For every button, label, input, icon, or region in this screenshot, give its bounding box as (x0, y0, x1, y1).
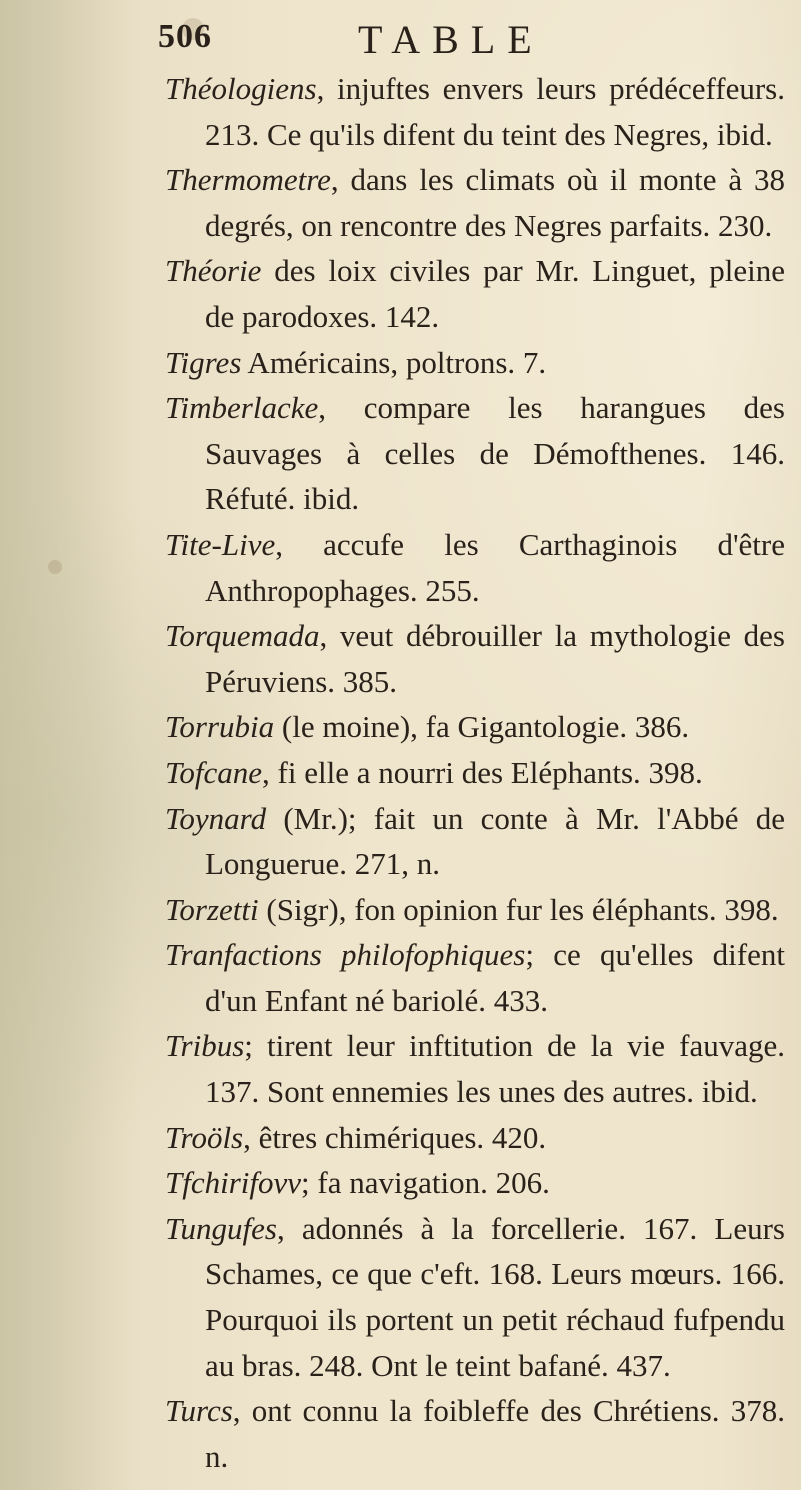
entry-text: , fi elle a nourri des Eléphants. 398. (262, 754, 703, 790)
index-entry (165, 796, 785, 887)
entry-text: (Sigr), fon opinion fur les éléphants. 398. (258, 891, 779, 927)
entry-text: ; ce qu'elles difent d'un Enfant né bariolé. 433. (205, 937, 785, 1018)
entry-text: Américains, poltrons. 7. (241, 344, 547, 380)
entry-headword: Tribus (165, 1028, 245, 1064)
index-entry (165, 1388, 785, 1479)
entry-headword: Thermometre (165, 162, 331, 198)
index-entry (165, 157, 785, 248)
entry-headword: Turcs (165, 1393, 233, 1429)
entry-text: , ont connu la foibleffe des Chrétiens. 378. n. (205, 1393, 785, 1474)
entry-text: , accufe les Carthaginois d'être Anthropophages. 255. (205, 526, 785, 608)
index-entry (165, 704, 785, 750)
entry-headword: Tigres (165, 344, 242, 380)
entry-text: , compare les harangues des Sauvages à celles de Démofthenes. 146. Réfuté. ibid. (205, 390, 785, 517)
page-header (148, 12, 768, 70)
entry-headword: Torzetti (165, 891, 259, 927)
entry-headword: Tranfactions philofophiques (165, 937, 526, 973)
entry-headword: Tofcane (165, 754, 263, 790)
entry-text: , êtres chimériques. 420. (243, 1119, 547, 1155)
entry-text: , injuftes envers leurs prédéceffeurs. 213. Ce qu'ils difent du teint des Negres, ibid. (205, 71, 785, 152)
page-gutter-shadow (0, 0, 140, 1490)
entry-text: ; tirent leur inftitution de la vie fauvage. 137. Sont ennemies les unes des autres. ibid. (205, 1028, 785, 1110)
index-entry (165, 1115, 785, 1161)
index-entry (165, 66, 785, 157)
entry-text: (le moine), fa Gigantologie. 386. (274, 709, 690, 745)
entry-text: (Mr.); fait un conte à Mr. l'Abbé de Longuerue. 271, n. (205, 800, 785, 882)
entry-headword: Torrubia (165, 709, 275, 745)
index-entry (165, 1023, 785, 1114)
index-entry (165, 1206, 785, 1388)
entry-headword: Théologiens (165, 71, 317, 106)
index-entry (165, 522, 785, 613)
entry-text: ; fa navigation. 206. (301, 1165, 550, 1201)
running-head: TABLE (358, 17, 544, 62)
index-entry (165, 385, 785, 522)
entry-headword: Toynard (165, 800, 267, 836)
entry-headword: Torquemada (165, 618, 320, 654)
entry-text: , dans les climats où il monte à 38 degrés, on rencontre des Negres parfaits. 230. (205, 162, 785, 243)
index-entry (165, 887, 785, 933)
entry-text: , veut débrouiller la mythologie des Péruviens. 385. (205, 618, 785, 699)
entry-headword: Tfchirifovv (165, 1165, 302, 1201)
page-number: 506 (158, 18, 212, 55)
entry-headword: Tungufes (165, 1210, 277, 1246)
entry-text: des loix civiles par Mr. Linguet, pleine de parodoxes. 142. (205, 253, 785, 334)
ink-stain (48, 560, 62, 574)
entry-headword: Timberlacke (165, 390, 319, 426)
index-entry (165, 340, 785, 386)
entry-headword: Tite-Live (165, 526, 276, 562)
entry-headword: Troöls (165, 1119, 244, 1155)
index-entry (165, 613, 785, 704)
index-entries (165, 66, 785, 1479)
index-entry (165, 932, 785, 1023)
index-entry (165, 1160, 785, 1206)
index-entry (165, 750, 785, 796)
index-entry (165, 248, 785, 339)
entry-headword: Théorie (165, 253, 262, 289)
entry-text: , adonnés à la forcellerie. 167. Leurs Schames, ce que c'eft. 168. Leurs mœurs. 166. Pourquoi ils portent un petit réchaud fufpendu au bras. 248. Ont le teint bafané. 437. (205, 1210, 785, 1383)
